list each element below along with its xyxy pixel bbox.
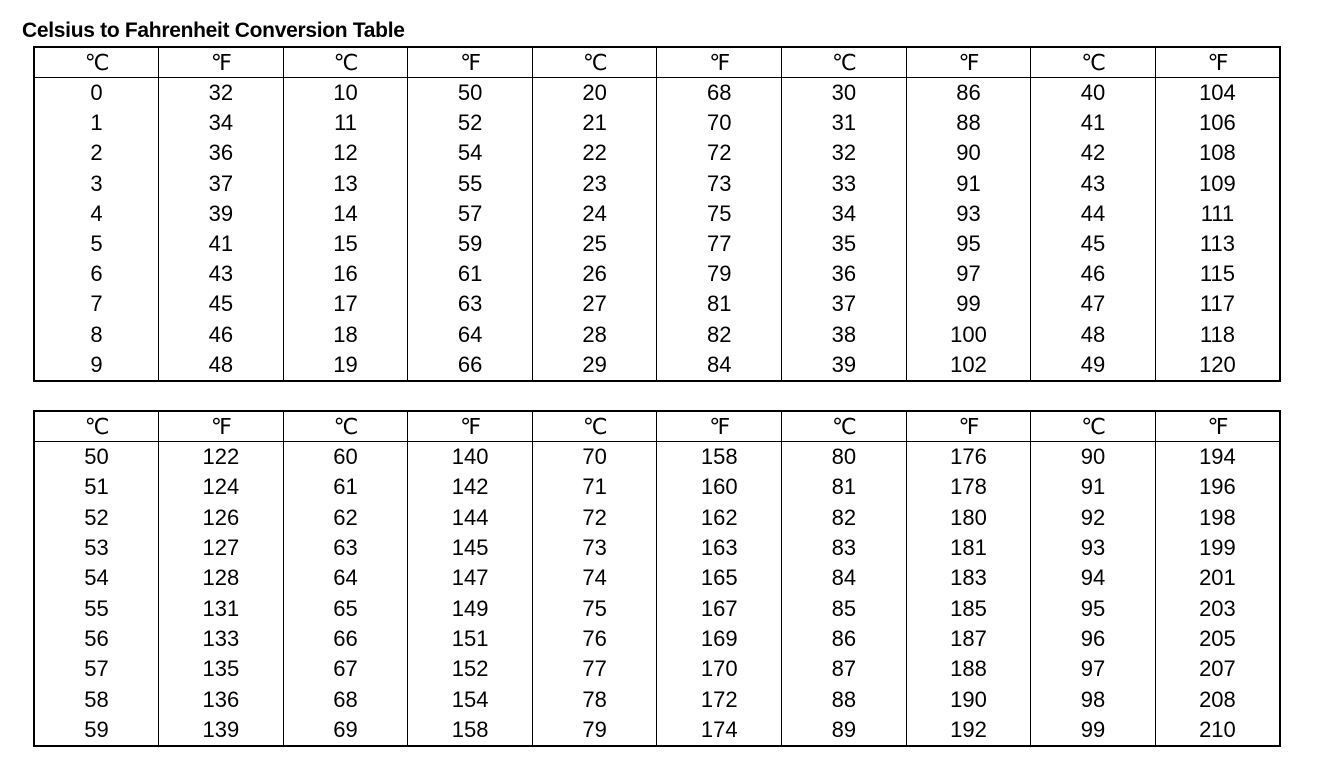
fahrenheit-cell: 149 bbox=[408, 593, 533, 623]
celsius-cell: 81 bbox=[782, 472, 907, 502]
fahrenheit-cell: 142 bbox=[408, 472, 533, 502]
fahrenheit-cell: 50 bbox=[408, 78, 533, 109]
fahrenheit-cell: 162 bbox=[657, 503, 782, 533]
fahrenheit-cell: 139 bbox=[159, 715, 284, 746]
celsius-cell: 66 bbox=[283, 624, 408, 654]
fahrenheit-cell: 208 bbox=[1155, 684, 1280, 714]
celsius-cell: 36 bbox=[782, 259, 907, 289]
table-row bbox=[34, 563, 1280, 593]
celsius-cell: 41 bbox=[1031, 108, 1156, 138]
fahrenheit-cell: 145 bbox=[408, 533, 533, 563]
fahrenheit-cell: 32 bbox=[159, 78, 284, 109]
celsius-cell: 70 bbox=[532, 442, 657, 473]
fahrenheit-cell: 102 bbox=[906, 350, 1031, 381]
celsius-cell: 30 bbox=[782, 78, 907, 109]
fahrenheit-cell: 61 bbox=[408, 259, 533, 289]
celsius-cell: 26 bbox=[532, 259, 657, 289]
celsius-cell: 99 bbox=[1031, 715, 1156, 746]
table-row bbox=[34, 715, 1280, 746]
celsius-cell: 32 bbox=[782, 138, 907, 168]
fahrenheit-cell: 95 bbox=[906, 229, 1031, 259]
fahrenheit-cell: 36 bbox=[159, 138, 284, 168]
celsius-header: ℃ bbox=[283, 47, 408, 78]
fahrenheit-cell: 181 bbox=[906, 533, 1031, 563]
celsius-cell: 35 bbox=[782, 229, 907, 259]
fahrenheit-cell: 73 bbox=[657, 169, 782, 199]
table-row bbox=[34, 624, 1280, 654]
fahrenheit-cell: 196 bbox=[1155, 472, 1280, 502]
fahrenheit-cell: 70 bbox=[657, 108, 782, 138]
celsius-cell: 9 bbox=[90, 351, 103, 377]
celsius-cell: 48 bbox=[1031, 320, 1156, 350]
celsius-cell: 6 bbox=[90, 261, 103, 287]
celsius-cell: 45 bbox=[1031, 229, 1156, 259]
celsius-cell: 77 bbox=[532, 654, 657, 684]
fahrenheit-cell: 140 bbox=[408, 442, 533, 473]
fahrenheit-header: ℉ bbox=[1155, 47, 1280, 78]
celsius-cell: 14 bbox=[283, 199, 408, 229]
fahrenheit-cell: 97 bbox=[906, 259, 1031, 289]
celsius-cell: 31 bbox=[782, 108, 907, 138]
table-row bbox=[34, 229, 1280, 259]
fahrenheit-cell: 91 bbox=[906, 169, 1031, 199]
celsius-cell: 46 bbox=[1031, 259, 1156, 289]
celsius-cell: 28 bbox=[532, 320, 657, 350]
fahrenheit-cell: 194 bbox=[1155, 442, 1280, 473]
celsius-cell: 10 bbox=[283, 78, 408, 109]
fahrenheit-cell: 93 bbox=[906, 199, 1031, 229]
celsius-cell: 76 bbox=[532, 624, 657, 654]
fahrenheit-cell: 172 bbox=[657, 684, 782, 714]
fahrenheit-cell: 117 bbox=[1155, 289, 1280, 319]
fahrenheit-cell: 133 bbox=[159, 624, 284, 654]
fahrenheit-cell: 147 bbox=[408, 563, 533, 593]
celsius-cell: 53 bbox=[84, 535, 109, 561]
fahrenheit-cell: 118 bbox=[1155, 320, 1280, 350]
fahrenheit-header: ℉ bbox=[906, 411, 1031, 442]
table-row bbox=[34, 350, 1280, 381]
fahrenheit-cell: 41 bbox=[159, 229, 284, 259]
celsius-cell: 69 bbox=[283, 715, 408, 746]
celsius-cell: 20 bbox=[532, 78, 657, 109]
fahrenheit-cell: 210 bbox=[1155, 715, 1280, 746]
celsius-cell: 96 bbox=[1031, 624, 1156, 654]
fahrenheit-cell: 183 bbox=[906, 563, 1031, 593]
fahrenheit-cell: 104 bbox=[1155, 78, 1280, 109]
celsius-cell: 61 bbox=[283, 472, 408, 502]
celsius-cell: 64 bbox=[283, 563, 408, 593]
table-row bbox=[34, 593, 1280, 623]
celsius-cell: 15 bbox=[283, 229, 408, 259]
celsius-cell: 11 bbox=[283, 108, 408, 138]
fahrenheit-cell: 144 bbox=[408, 503, 533, 533]
fahrenheit-cell: 34 bbox=[159, 108, 284, 138]
fahrenheit-cell: 176 bbox=[906, 442, 1031, 473]
celsius-cell: 82 bbox=[782, 503, 907, 533]
celsius-cell: 88 bbox=[782, 684, 907, 714]
fahrenheit-header: ℉ bbox=[1155, 411, 1280, 442]
celsius-cell: 43 bbox=[1031, 169, 1156, 199]
fahrenheit-cell: 59 bbox=[408, 229, 533, 259]
fahrenheit-cell: 136 bbox=[159, 684, 284, 714]
celsius-cell: 65 bbox=[283, 593, 408, 623]
table-row bbox=[34, 684, 1280, 714]
fahrenheit-cell: 72 bbox=[657, 138, 782, 168]
fahrenheit-cell: 106 bbox=[1155, 108, 1280, 138]
fahrenheit-header: ℉ bbox=[657, 47, 782, 78]
fahrenheit-cell: 86 bbox=[906, 78, 1031, 109]
fahrenheit-cell: 39 bbox=[159, 199, 284, 229]
fahrenheit-cell: 185 bbox=[906, 593, 1031, 623]
celsius-cell: 19 bbox=[283, 350, 408, 381]
fahrenheit-header: ℉ bbox=[408, 411, 533, 442]
fahrenheit-cell: 178 bbox=[906, 472, 1031, 502]
celsius-cell: 93 bbox=[1031, 533, 1156, 563]
fahrenheit-cell: 77 bbox=[657, 229, 782, 259]
celsius-cell: 63 bbox=[283, 533, 408, 563]
fahrenheit-cell: 57 bbox=[408, 199, 533, 229]
celsius-cell: 21 bbox=[532, 108, 657, 138]
table-row bbox=[34, 138, 1280, 168]
fahrenheit-cell: 188 bbox=[906, 654, 1031, 684]
fahrenheit-cell: 115 bbox=[1155, 259, 1280, 289]
celsius-cell: 58 bbox=[84, 686, 109, 712]
celsius-cell: 75 bbox=[532, 593, 657, 623]
table-row bbox=[34, 442, 1280, 473]
celsius-cell: 59 bbox=[84, 716, 109, 742]
table-row bbox=[34, 533, 1280, 563]
table-body bbox=[34, 78, 1280, 382]
celsius-header: ℃ bbox=[782, 411, 907, 442]
fahrenheit-header: ℉ bbox=[159, 47, 284, 78]
celsius-cell: 80 bbox=[782, 442, 907, 473]
celsius-cell: 8 bbox=[90, 321, 103, 347]
celsius-cell: 42 bbox=[1031, 138, 1156, 168]
celsius-header: ℃ bbox=[1031, 47, 1156, 78]
celsius-cell: 60 bbox=[283, 442, 408, 473]
celsius-header: ℃ bbox=[34, 411, 159, 442]
fahrenheit-cell: 126 bbox=[159, 503, 284, 533]
fahrenheit-cell: 45 bbox=[159, 289, 284, 319]
fahrenheit-cell: 82 bbox=[657, 320, 782, 350]
fahrenheit-cell: 55 bbox=[408, 169, 533, 199]
fahrenheit-cell: 169 bbox=[657, 624, 782, 654]
fahrenheit-cell: 205 bbox=[1155, 624, 1280, 654]
celsius-cell: 22 bbox=[532, 138, 657, 168]
celsius-header: ℃ bbox=[532, 47, 657, 78]
fahrenheit-cell: 163 bbox=[657, 533, 782, 563]
fahrenheit-cell: 207 bbox=[1155, 654, 1280, 684]
fahrenheit-cell: 122 bbox=[159, 442, 284, 473]
celsius-header: ℃ bbox=[283, 411, 408, 442]
celsius-cell: 78 bbox=[532, 684, 657, 714]
celsius-cell: 54 bbox=[84, 565, 109, 591]
fahrenheit-cell: 43 bbox=[159, 259, 284, 289]
fahrenheit-cell: 52 bbox=[408, 108, 533, 138]
page-title: Celsius to Fahrenheit Conversion Table bbox=[22, 19, 405, 42]
celsius-cell: 87 bbox=[782, 654, 907, 684]
fahrenheit-cell: 203 bbox=[1155, 593, 1280, 623]
conversion-table-2 bbox=[33, 410, 1281, 747]
fahrenheit-cell: 88 bbox=[906, 108, 1031, 138]
table-row bbox=[34, 320, 1280, 350]
fahrenheit-cell: 174 bbox=[657, 715, 782, 746]
fahrenheit-cell: 158 bbox=[408, 715, 533, 746]
celsius-cell: 0 bbox=[90, 80, 103, 106]
celsius-cell: 72 bbox=[532, 503, 657, 533]
celsius-cell: 2 bbox=[90, 140, 103, 166]
celsius-cell: 17 bbox=[283, 289, 408, 319]
celsius-cell: 51 bbox=[84, 474, 109, 500]
celsius-cell: 89 bbox=[782, 715, 907, 746]
fahrenheit-cell: 46 bbox=[159, 320, 284, 350]
fahrenheit-cell: 68 bbox=[657, 78, 782, 109]
celsius-cell: 67 bbox=[283, 654, 408, 684]
celsius-cell: 33 bbox=[782, 169, 907, 199]
table-row bbox=[34, 289, 1280, 319]
celsius-cell: 13 bbox=[283, 169, 408, 199]
celsius-cell: 40 bbox=[1031, 78, 1156, 109]
celsius-cell: 73 bbox=[532, 533, 657, 563]
fahrenheit-cell: 99 bbox=[906, 289, 1031, 319]
fahrenheit-cell: 124 bbox=[159, 472, 284, 502]
fahrenheit-cell: 201 bbox=[1155, 563, 1280, 593]
table-body bbox=[34, 442, 1280, 747]
fahrenheit-cell: 199 bbox=[1155, 533, 1280, 563]
fahrenheit-cell: 84 bbox=[657, 350, 782, 381]
celsius-cell: 50 bbox=[84, 444, 109, 470]
celsius-cell: 84 bbox=[782, 563, 907, 593]
fahrenheit-cell: 75 bbox=[657, 199, 782, 229]
celsius-cell: 57 bbox=[84, 656, 109, 682]
fahrenheit-cell: 151 bbox=[408, 624, 533, 654]
fahrenheit-cell: 63 bbox=[408, 289, 533, 319]
celsius-cell: 18 bbox=[283, 320, 408, 350]
celsius-cell: 12 bbox=[283, 138, 408, 168]
celsius-header: ℃ bbox=[1031, 411, 1156, 442]
celsius-cell: 62 bbox=[283, 503, 408, 533]
fahrenheit-cell: 167 bbox=[657, 593, 782, 623]
fahrenheit-cell: 64 bbox=[408, 320, 533, 350]
table-row bbox=[34, 199, 1280, 229]
celsius-cell: 38 bbox=[782, 320, 907, 350]
conversion-table-1 bbox=[33, 46, 1281, 382]
celsius-cell: 44 bbox=[1031, 199, 1156, 229]
celsius-cell: 85 bbox=[782, 593, 907, 623]
fahrenheit-cell: 127 bbox=[159, 533, 284, 563]
fahrenheit-cell: 158 bbox=[657, 442, 782, 473]
celsius-header: ℃ bbox=[782, 47, 907, 78]
fahrenheit-cell: 113 bbox=[1155, 229, 1280, 259]
fahrenheit-cell: 190 bbox=[906, 684, 1031, 714]
table-row bbox=[34, 503, 1280, 533]
table-header-row bbox=[34, 47, 1280, 78]
celsius-cell: 86 bbox=[782, 624, 907, 654]
fahrenheit-cell: 187 bbox=[906, 624, 1031, 654]
fahrenheit-cell: 48 bbox=[159, 350, 284, 381]
celsius-cell: 25 bbox=[532, 229, 657, 259]
celsius-cell: 94 bbox=[1031, 563, 1156, 593]
celsius-cell: 23 bbox=[532, 169, 657, 199]
fahrenheit-cell: 111 bbox=[1155, 199, 1280, 229]
celsius-cell: 29 bbox=[532, 350, 657, 381]
fahrenheit-cell: 198 bbox=[1155, 503, 1280, 533]
celsius-cell: 5 bbox=[90, 231, 103, 257]
fahrenheit-cell: 180 bbox=[906, 503, 1031, 533]
fahrenheit-cell: 170 bbox=[657, 654, 782, 684]
celsius-cell: 91 bbox=[1031, 472, 1156, 502]
celsius-cell: 97 bbox=[1031, 654, 1156, 684]
table-row bbox=[34, 259, 1280, 289]
celsius-cell: 55 bbox=[84, 595, 109, 621]
celsius-cell: 79 bbox=[532, 715, 657, 746]
celsius-cell: 74 bbox=[532, 563, 657, 593]
fahrenheit-cell: 54 bbox=[408, 138, 533, 168]
celsius-header: ℃ bbox=[34, 47, 159, 78]
celsius-cell: 24 bbox=[532, 199, 657, 229]
celsius-cell: 4 bbox=[90, 200, 103, 226]
celsius-cell: 98 bbox=[1031, 684, 1156, 714]
celsius-cell: 71 bbox=[532, 472, 657, 502]
fahrenheit-cell: 131 bbox=[159, 593, 284, 623]
fahrenheit-cell: 66 bbox=[408, 350, 533, 381]
celsius-cell: 1 bbox=[90, 110, 103, 136]
celsius-cell: 52 bbox=[84, 504, 109, 530]
fahrenheit-cell: 120 bbox=[1155, 350, 1280, 381]
fahrenheit-cell: 109 bbox=[1155, 169, 1280, 199]
celsius-cell: 7 bbox=[90, 291, 103, 317]
celsius-header: ℃ bbox=[532, 411, 657, 442]
fahrenheit-header: ℉ bbox=[906, 47, 1031, 78]
fahrenheit-cell: 152 bbox=[408, 654, 533, 684]
fahrenheit-cell: 154 bbox=[408, 684, 533, 714]
celsius-cell: 49 bbox=[1031, 350, 1156, 381]
celsius-cell: 95 bbox=[1031, 593, 1156, 623]
celsius-cell: 34 bbox=[782, 199, 907, 229]
fahrenheit-cell: 79 bbox=[657, 259, 782, 289]
fahrenheit-cell: 160 bbox=[657, 472, 782, 502]
celsius-cell: 39 bbox=[782, 350, 907, 381]
table-row bbox=[34, 169, 1280, 199]
celsius-cell: 37 bbox=[782, 289, 907, 319]
celsius-cell: 56 bbox=[84, 625, 109, 651]
celsius-cell: 27 bbox=[532, 289, 657, 319]
celsius-cell: 16 bbox=[283, 259, 408, 289]
table-row bbox=[34, 78, 1280, 109]
fahrenheit-header: ℉ bbox=[657, 411, 782, 442]
table-row bbox=[34, 108, 1280, 138]
celsius-cell: 92 bbox=[1031, 503, 1156, 533]
fahrenheit-header: ℉ bbox=[408, 47, 533, 78]
celsius-cell: 90 bbox=[1031, 442, 1156, 473]
fahrenheit-cell: 128 bbox=[159, 563, 284, 593]
fahrenheit-cell: 165 bbox=[657, 563, 782, 593]
celsius-cell: 83 bbox=[782, 533, 907, 563]
table-row bbox=[34, 472, 1280, 502]
fahrenheit-cell: 108 bbox=[1155, 138, 1280, 168]
fahrenheit-cell: 100 bbox=[906, 320, 1031, 350]
celsius-cell: 47 bbox=[1031, 289, 1156, 319]
fahrenheit-cell: 37 bbox=[159, 169, 284, 199]
table-row bbox=[34, 654, 1280, 684]
fahrenheit-cell: 135 bbox=[159, 654, 284, 684]
fahrenheit-header: ℉ bbox=[159, 411, 284, 442]
celsius-cell: 68 bbox=[283, 684, 408, 714]
fahrenheit-cell: 81 bbox=[657, 289, 782, 319]
fahrenheit-cell: 90 bbox=[906, 138, 1031, 168]
fahrenheit-cell: 192 bbox=[906, 715, 1031, 746]
table-header-row bbox=[34, 411, 1280, 442]
celsius-cell: 3 bbox=[90, 170, 103, 196]
